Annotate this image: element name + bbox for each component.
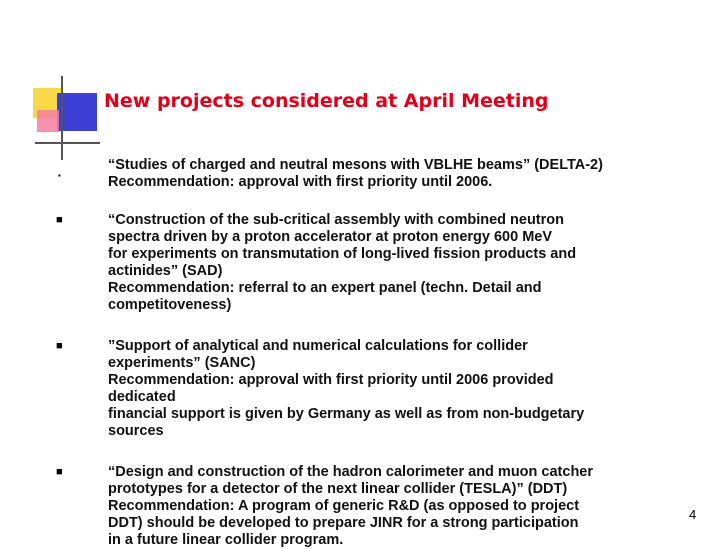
item-line: Recommendation: approval with first priority until 2006 provided <box>108 372 554 388</box>
blue-square <box>57 93 97 131</box>
item-line: financial support is given by Germany as well as from non-budgetary <box>108 406 585 422</box>
item-line: “Design and construction of the hadron calorimeter and muon catcher <box>108 464 594 480</box>
list-item <box>108 464 668 549</box>
item-line: ”Support of analytical and numerical calculations for collider <box>108 338 528 354</box>
page-number: 4 <box>689 507 697 522</box>
item-line: actinides” (SAD) <box>108 263 223 279</box>
item-line: Recommendation: approval with first priority until 2006. <box>108 174 493 190</box>
horizontal-rule <box>35 142 100 144</box>
bullet-icon: ▪ <box>58 171 61 180</box>
bullet-icon: ■ <box>56 214 63 226</box>
item-line: in a future linear collider program. <box>108 532 344 548</box>
list-item <box>108 338 668 440</box>
vertical-rule <box>61 76 63 160</box>
item-line: prototypes for a detector of the next linear collider (TESLA)” (DDT) <box>108 481 568 497</box>
item-line: “Construction of the sub-critical assembly with combined neutron <box>108 212 564 228</box>
pink-square <box>37 110 59 132</box>
item-line: competitoveness) <box>108 297 232 313</box>
item-line: spectra driven by a proton accelerator at proton energy 600 MeV <box>108 229 553 245</box>
list-item <box>108 157 668 191</box>
item-line: dedicated <box>108 389 176 405</box>
slide-logo-decoration <box>30 76 100 161</box>
item-line: DDT) should be developed to prepare JINR for a strong participation <box>108 515 579 531</box>
item-line: experiments” (SANC) <box>108 355 256 371</box>
item-line: “Studies of charged and neutral mesons with VBLHE beams” (DELTA-2) <box>108 157 603 173</box>
list-item <box>108 212 668 314</box>
bullet-icon: ■ <box>56 340 63 352</box>
item-line: sources <box>108 423 164 439</box>
item-line: Recommendation: A program of generic R&D (as opposed to project <box>108 498 580 514</box>
item-line: for experiments on transmutation of long-lived fission products and <box>108 246 577 262</box>
bullet-icon: ■ <box>56 466 63 478</box>
item-line: Recommendation: referral to an expert panel (techn. Detail and <box>108 280 542 296</box>
slide-title: New projects considered at April Meeting <box>104 90 549 112</box>
